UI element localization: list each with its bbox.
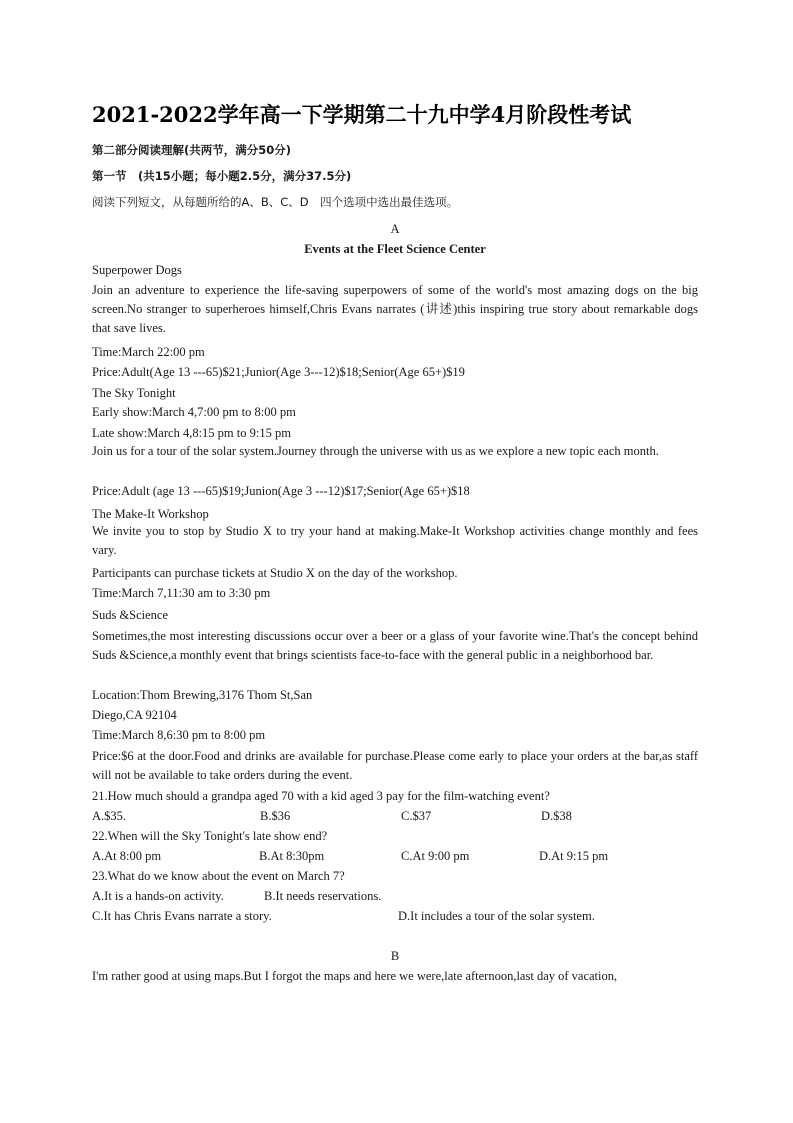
event-desc-sky-tonight: Join us for a tour of the solar system.Journey through the universe with us as we explore a new topic each month. (92, 444, 659, 458)
event-location-line2: Diego,CA 92104 (92, 708, 177, 722)
question-23-option-c: C.It has Chris Evans narrate a story. (92, 909, 272, 923)
event-name-sky-tonight: The Sky Tonight (92, 386, 176, 400)
question-23-option-b: B.It needs reservations. (264, 889, 382, 903)
event-time-make-it: Time:March 7,11:30 am to 3:30 pm (92, 586, 271, 600)
question-22-option-d: D.At 9:15 pm (539, 849, 609, 863)
passage-a-letter: A (390, 222, 400, 236)
event-location-line1: Location:Thom Brewing,3176 Thom St,San (92, 688, 313, 702)
question-22-stem: 22.When will the Sky Tonight's late show end? (92, 829, 328, 843)
passage-b-letter: B (390, 949, 400, 963)
question-23-stem: 23.What do we know about the event on March 7? (92, 869, 345, 883)
question-21-stem: 21.How much should a grandpa aged 70 with a kid aged 3 pay for the film-watching event? (92, 789, 550, 803)
event-participants-make-it: Participants can purchase tickets at Studio X on the day of the workshop. (92, 566, 458, 580)
event-early-show: Early show:March 4,7:00 pm to 8:00 pm (92, 405, 296, 419)
instructions: 阅读下列短文，从每题所给的A、B、C、D 四个选项中选出最佳选项。 (92, 195, 459, 209)
event-time-suds-science: Time:March 8,6:30 pm to 8:00 pm (92, 728, 266, 742)
question-23-option-a: A.It is a hands-on activity. (92, 889, 224, 903)
event-desc-suds-science: Sometimes,the most interesting discussions occur over a beer or a glass of your favorite wine.That's the concept behind Suds &Science,a monthly event that brings scientists face-to-face with the general public in a neighborhood bar. (92, 629, 698, 662)
question-22-option-b: B.At 8:30pm (259, 849, 325, 863)
question-21-option-d: D.$38 (541, 809, 572, 823)
subsection-header: 第一节 (共15小题；每小题2.5分，满分37.5分) (92, 169, 352, 183)
event-late-show: Late show:March 4,8:15 pm to 9:15 pm (92, 426, 291, 440)
exam-title: 2021-2022学年高一下学期第二十九中学4月阶段性考试 (92, 102, 632, 127)
question-23-option-d: D.It includes a tour of the solar system. (398, 909, 595, 923)
event-price-sky-tonight: Price:Adult (age 13 ---65)$19;Junion(Age 3 ---12)$17;Senior(Age 65+)$18 (92, 484, 470, 498)
passage-b-first-line: I'm rather good at using maps.But I forgot the maps and here we were,late afternoon,last day of vacation, (92, 969, 618, 983)
event-time-superpower-dogs: Time:March 22:00 pm (92, 345, 205, 359)
event-price-suds-science: Price:$6 at the door.Food and drinks are available for purchase.Please come early to place your orders at the bar,as staff will not be available to take orders during the event. (92, 749, 698, 782)
section-header: 第二部分阅读理解(共两节，满分50分) (92, 143, 292, 157)
question-21-option-a: A.$35. (92, 809, 127, 823)
question-22-option-a: A.At 8:00 pm (92, 849, 162, 863)
question-21-option-c: C.$37 (401, 809, 432, 823)
question-21-option-b: B.$36 (260, 809, 291, 823)
event-name-make-it: The Make-It Workshop (92, 507, 209, 521)
passage-a-heading: Events at the Fleet Science Center (304, 242, 486, 256)
event-name-suds-science: Suds &Science (92, 608, 169, 622)
event-name-superpower-dogs: Superpower Dogs (92, 263, 182, 277)
event-desc-superpower-dogs: Join an adventure to experience the life-saving superpowers of some of the world's most amazing dogs on the big screen.No stranger to superheroes himself,Chris Evans narrates (讲述)this inspiring true story about remarkable dogs that save lives. (92, 283, 698, 335)
event-desc-make-it: We invite you to stop by Studio X to try your hand at making.Make-It Workshop activities change monthly and fees vary. (92, 524, 698, 557)
question-22-option-c: C.At 9:00 pm (401, 849, 470, 863)
event-price-superpower-dogs: Price:Adult(Age 13 ---65)$21;Junior(Age 3---12)$18;Senior(Age 65+)$19 (92, 365, 465, 379)
